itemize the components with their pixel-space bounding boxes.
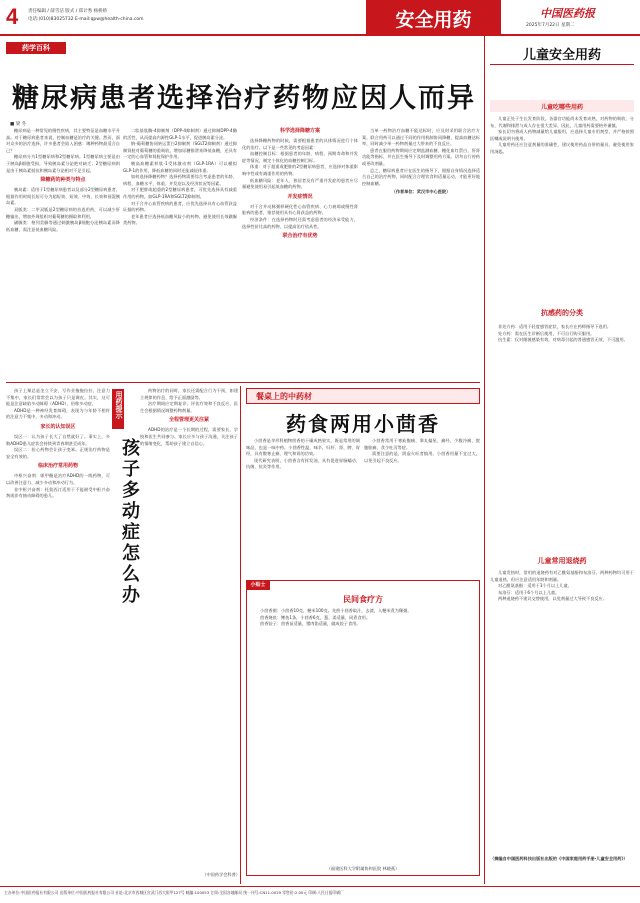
paragraph: 对于肥胖或超重的2型糖尿病患者，可优先选择具有减重作用的药物，如GLP-1RA和SGLT2抑制剂。 — [123, 187, 237, 199]
right-header-title: 儿童安全用药 — [522, 48, 601, 63]
box-title: 餐桌上的中药材 — [256, 392, 312, 401]
right-column-divider — [484, 36, 485, 884]
subheading: 联合治疗有优势 — [282, 233, 318, 240]
subheading: 科学选择降糖方案 — [279, 128, 320, 134]
right-sub2: 抗感药的分类 — [541, 309, 583, 317]
fennel-col-2 — [364, 438, 480, 464]
paragraph: ADHD的治疗是一个长期的过程，需要家长、学校和医生共同参与。家长应多与孩子沟通，关注孩子的情绪变化，帮助孩子建立自信心。 — [140, 427, 238, 446]
right-rule — [490, 64, 634, 65]
paragraph: 选择降糖药物的时候，需要根据患者的具体情况进行个体化的治疗。以下是一些常见的考虑因素： — [242, 138, 358, 150]
paragraph: 低血糖风险：老年人、独居者及有严重并发症的患者应尽量避免使用易引起低血糖的药物。 — [242, 177, 358, 190]
paragraph: 老年患者应选择低血糖风险小的药物，避免使用长效磺脲类药物。 — [123, 213, 237, 226]
paragraph: 现代研究表明，小茴香含有挥发油，具有促进胃肠蠕动、抗菌、抗炎等作用。 — [246, 457, 360, 470]
paragraph: 钠-葡萄糖协同转运蛋白2抑制剂（SGLT2抑制剂）通过抑制肾脏对葡萄糖的重吸收，增加尿糖排泄来降低血糖，还具有一定的心血管和肾脏保护作用。 — [123, 141, 237, 160]
footer-rule — [0, 886, 640, 887]
paragraph: 误区一：认为孩子长大了自然就好了。事实上，多数ADHD患儿症状会持续到青春期甚至成年。 — [6, 433, 110, 446]
adhd-col-1 — [6, 388, 110, 500]
paragraph: 需要注意的是，阴虚火旺者慎用。小茴香用量不宜过大，以免引起不良反应。 — [364, 451, 480, 463]
paragraph: 糖尿病是一种常见的慢性疾病，其主要特征是血糖水平升高。对于糖尿病患者来说，控制血糖是治疗的关键。然而，面对众多的治疗选择，许多患者会陷入困惑：哪种药物最适合自己？ — [6, 128, 120, 153]
paragraph: 儿童发热时，常用的退烧药有对乙酰氨基酚和布洛芬。两种药物均可用于儿童退热，但应注意适用年龄和剂量。 — [490, 570, 634, 582]
paragraph: 中枢兴奋剂：哌甲酯是治疗ADHD的一线药物，可以改善注意力、减少多动和冲动行为。 — [6, 473, 110, 485]
footer-text: 主办单位:中国医药报社有限公司 出版单位:中国医药报社有限公司 社址:北京市西城区宣武门西大街甲127号 邮编:100053 订阅:全国各地邮局 统一刊号:CN11-0029 零售价:2.00元 印刷:人民日报印刷厂 — [4, 890, 344, 895]
section-divider — [6, 382, 480, 383]
paragraph: 儿童用药还应注意剂量的准确性，建议使用药品自带的量具，避免使用家用汤匙。 — [490, 142, 634, 154]
paragraph: 处方药：需在医生诊断后使用，不可自行购买服用。 — [498, 330, 595, 336]
right-source: （摘编自中国医药科技出版社出版的《中国家庭用药手册·儿童安全用药》） — [490, 856, 628, 861]
paragraph: 布洛芬：适用于6个月以上儿童。 — [498, 589, 560, 595]
paragraph: 磺脲类：格列美脲等通过刺激胰岛β细胞分泌胰岛素而降低血糖，需注意低血糖风险。 — [6, 220, 120, 232]
left-col-1 — [6, 128, 120, 233]
paper-name: 中国医药报 — [540, 7, 595, 20]
paragraph: ADHD是一种神经发育障碍，表现为与年龄不相符的注意力不集中、多动和冲动。 — [6, 407, 110, 420]
adhd-headline: 孩子多动症怎么办 — [119, 438, 140, 606]
contact-line: 电话:(010)83025732 E-mail:qpw@health-china.com — [28, 17, 144, 22]
right-body-2 — [490, 324, 634, 344]
paragraph: 非中枢兴奋剂：托莫西汀适用于不能耐受中枢兴奋剂或伴有抽动障碍的患儿。 — [6, 486, 110, 499]
paragraph: 对乙酰氨基酚：适用于3个月以上儿童。 — [498, 583, 572, 589]
fennel-col-1 — [246, 438, 360, 471]
page-header — [0, 0, 640, 34]
paragraph: 对于合并动脉粥样硬化性心血管疾病、心力衰竭或慢性肾脏病的患者，推荐使用具有心肾获益的药物。 — [242, 203, 358, 216]
paragraph: 二肽基肽酶-4抑制剂（DPP-4抑制剂）通过抑制DPP-4酶的活性，从而提高内源性GLP-1水平，促进胰岛素分泌。 — [123, 128, 237, 140]
list-item: 茴香饺子：茴香苗适量，猪肉馅适量，做成饺子食用。 — [260, 621, 361, 627]
paragraph: 治疗期间应定期复诊，评估疗效和不良反应，医生会根据情况调整药物剂量。 — [140, 401, 238, 413]
right-body-3 — [490, 570, 634, 603]
list-item: 茴香烧鱼：鲤鱼1条，小茴香6克，葱、姜适量，同煮食用。 — [260, 614, 371, 620]
header-rule — [0, 34, 640, 36]
source-note: （作者单位：武汉市中心医院） — [391, 189, 451, 195]
subheading: 全程管理更关注紧 — [168, 417, 209, 424]
subheading: 家长的认知误区 — [40, 423, 76, 430]
right-body-1 — [490, 116, 634, 156]
section-title: 安全用药 — [395, 9, 472, 31]
subheading: 降糖药的种类与特点 — [40, 177, 86, 184]
paragraph: 如何选择降糖药物？选择药物需要综合考虑患者的年龄、病程、血糖水平、体重、并发症以及经济状况等因素。 — [123, 174, 237, 186]
fennel-headline: 药食两用小茴香 — [286, 412, 440, 436]
article-headline: 糖尿病患者选择治疗药物应因人而异 — [12, 83, 476, 114]
tips-label: 小贴士 — [250, 582, 266, 588]
right-sub3: 儿童常用退烧药 — [537, 557, 587, 565]
paragraph: 双胍类：二甲双胍是2型糖尿病的首选用药，可以减少肝糖输出，增加外周组织对葡萄糖的摄取和利用。 — [6, 206, 120, 219]
author-line: ■ 梁 冬 — [10, 122, 27, 127]
tag-label: 药学百科 — [22, 44, 50, 52]
left-col-3 — [242, 128, 358, 243]
paragraph: 糖尿病分为1型糖尿病和2型糖尿病。1型糖尿病主要是由于胰岛β细胞受损，导致胰岛素分泌绝对缺乏；2型糖尿病则是由于胰岛素抵抗和胰岛素分泌相对不足引起。 — [6, 154, 120, 173]
issue-date: 2025年7月22日 星期二 — [526, 23, 575, 28]
adhd-col-2 — [140, 388, 238, 447]
paragraph: 误区二：担心药物会让孩子变笨。正规治疗药物是安全有效的。 — [6, 447, 110, 459]
list-item: 小茴香粥：小茴香10克，粳米100克。先煎小茴香取汁，去渣，入粳米煮为稀粥。 — [260, 608, 412, 613]
adhd-source: （中国药学会科普） — [202, 872, 240, 877]
paragraph: 孩子上课总是坐立不安，写作业拖拖拉拉，注意力不集中，家长们常常会以为孩子只是调皮。其实，这可能是注意缺陷多动障碍（ADHD），俗称多动症。 — [6, 388, 110, 407]
author: 梁 冬 — [15, 122, 27, 127]
paragraph: 体重：对于超重或肥胖的2型糖尿病患者，应选择对体重影响中性或有减重作用的药物。 — [242, 164, 358, 176]
paragraph: 抗生素：仅对细菌感染有效，对病毒引起的普通感冒无效，不可滥用。 — [498, 337, 628, 343]
tip-label: 用药提示 — [115, 391, 123, 419]
fennel-source: （福建医科大学附属协和医院 林晓燕） — [326, 866, 400, 871]
page-number: 4 — [6, 4, 19, 29]
subheading: 临床治疗常用药物 — [37, 463, 78, 470]
paragraph: 家长切勿将成人药物减量给儿童服用，应选择儿童专用剂型，并严格按照医嘱或说明书使用。 — [490, 129, 634, 141]
paragraph: 儿童正处于生长发育阶段，各器官功能尚未发育成熟，对药物的吸收、分布、代谢和排泄与成人存在很大差异。因此，儿童用药需要格外谨慎。 — [490, 116, 634, 128]
left-col-4 — [362, 128, 480, 196]
paragraph: 胰岛素：适用于1型糖尿病患者以及部分2型糖尿病患者。根据作用时间长短可分为超短效、短效、中效、长效和预混胰岛素。 — [6, 187, 120, 206]
paragraph: 小茴香是伞形科植物茴香的干燥成熟果实，既是常用的调味品，也是一味中药。小茴香性温，味辛，归肝、肾、脾、胃经，具有散寒止痛、理气和胃的功效。 — [246, 438, 360, 457]
paragraph: 药物治疗的同时，家长还需配合行为干预，如建立规律的作息、给予正面激励等。 — [140, 388, 238, 400]
paragraph: 经济条件：在选择药物时还需考虑患者的经济承受能力，选择性价比高的药物，以提高治疗依从性。 — [242, 216, 358, 229]
paragraph: 小茴香常用于寒疝腹痛、睾丸偏坠、痛经、少腹冷痛、脘腹胀痛、食少吐泻等症。 — [364, 438, 480, 450]
staff-line: 责任编辑 / 薛雪洁 版式 / 郑计秀 杨桥娇 — [28, 9, 108, 14]
right-sub1: 儿童吃哪些用药 — [540, 104, 583, 111]
paragraph: 胰高血糖素样肽-1受体激动剂（GLP-1RA）可以模拟GLP-1的作用，降低血糖的同时还能减轻体重。 — [123, 160, 237, 173]
paragraph: 非处方药：适用于轻度感冒症状，家长应在药师指导下选用。 — [498, 324, 612, 329]
recipe-list — [252, 608, 474, 628]
recipes-title: 民间食疗方 — [343, 595, 383, 604]
column-divider — [240, 386, 241, 884]
paragraph: 当单一药物治疗血糖不能达标时，应及时采用联合治疗方案。联合用药可以通过不同的作用机制协同降糖，提高血糖达标率，同时减少单一药物剂量过大带来的不良反应。 — [362, 128, 480, 147]
paragraph: 血糖控制目标：根据患者的年龄、病程、预期寿命和并发症等情况，制定个体化的血糖控制目标。 — [242, 151, 358, 163]
paragraph: 患者在服用药物期间应定期监测血糖、糖化血红蛋白、肝肾功能等指标，并在医生指导下及时调整用药方案。切勿自行停药或更改剂量。 — [362, 147, 480, 166]
left-col-2 — [123, 128, 237, 227]
subheading: 并发症情况 — [287, 193, 313, 200]
paragraph: 对于合并心血管疾病的患者，应优先选择具有心血管获益证据的药物。 — [123, 200, 237, 213]
paragraph: 两种退烧药不建议交替使用，以免剂量过大导致不良反应。 — [498, 596, 607, 602]
paragraph: 总之，糖尿病患者应在医生的指导下，根据自身情况选择适合自己的治疗药物，同时配合合理饮食和适量运动，才能更好地控制血糖。 — [362, 167, 480, 186]
